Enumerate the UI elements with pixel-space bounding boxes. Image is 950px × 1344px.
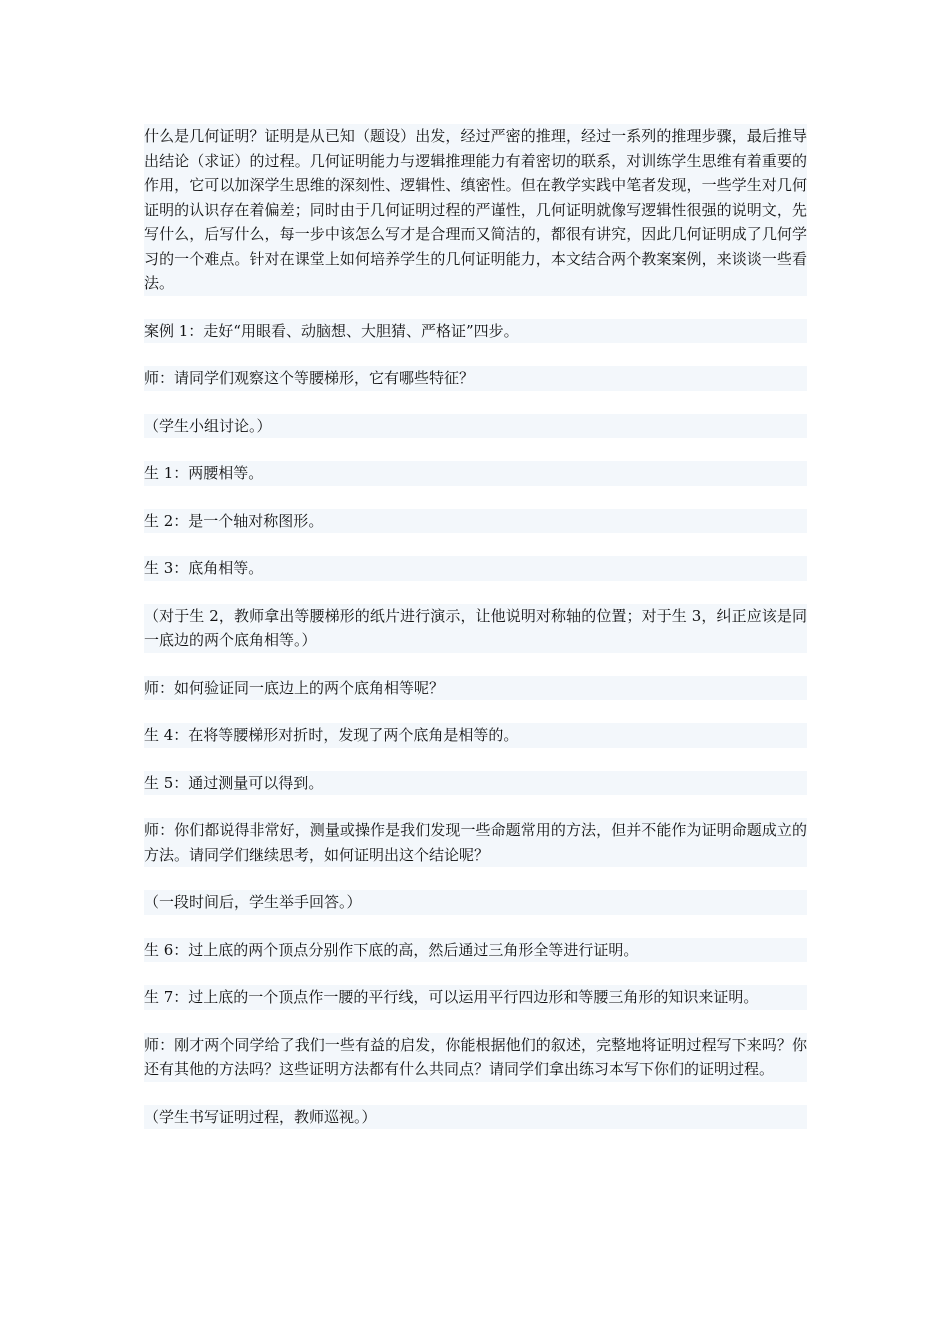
- document-body: [144, 124, 807, 1129]
- dialogue-line: 师：请同学们观察这个等腰梯形，它有哪些特征？: [144, 366, 807, 391]
- dialogue-line: 生 7：过上底的一个顶点作一腰的平行线，可以运用平行四边形和等腰三角形的知识来证明。: [144, 985, 807, 1010]
- stage-note: （学生小组讨论。）: [144, 414, 807, 439]
- dialogue-line: 生 3：底角相等。: [144, 556, 807, 581]
- stage-note: （学生书写证明过程，教师巡视。）: [144, 1105, 807, 1130]
- dialogue-line: 生 5：通过测量可以得到。: [144, 771, 807, 796]
- case-heading: 案例 1：走好“用眼看、动脑想、大胆猜、严格证”四步。: [144, 319, 807, 344]
- dialogue-line: 生 1：两腰相等。: [144, 461, 807, 486]
- dialogue-line: 生 2：是一个轴对称图形。: [144, 509, 807, 534]
- dialogue-line: 师：你们都说得非常好，测量或操作是我们发现一些命题常用的方法，但并不能作为证明命题成立的方法。请同学们继续思考，如何证明出这个结论呢？: [144, 818, 807, 867]
- dialogue-line: 生 6：过上底的两个顶点分别作下底的高，然后通过三角形全等进行证明。: [144, 938, 807, 963]
- dialogue-line: 师：如何验证同一底边上的两个底角相等呢？: [144, 676, 807, 701]
- stage-note: （对于生 2，教师拿出等腰梯形的纸片进行演示，让他说明对称轴的位置；对于生 3，纠正应该是同一底边的两个底角相等。）: [144, 604, 807, 653]
- stage-note: （一段时间后，学生举手回答。）: [144, 890, 807, 915]
- dialogue-line: 师：刚才两个同学给了我们一些有益的启发，你能根据他们的叙述，完整地将证明过程写下来吗？你还有其他的方法吗？这些证明方法都有什么共同点？请同学们拿出练习本写下你们的证明过程。: [144, 1033, 807, 1082]
- intro-paragraph: 什么是几何证明？证明是从已知（题设）出发，经过严密的推理，经过一系列的推理步骤，最后推导出结论（求证）的过程。几何证明能力与逻辑推理能力有着密切的联系，对训练学生思维有着重要的作用，它可以加深学生思维的深刻性、逻辑性、缜密性。但在教学实践中笔者发现，一些学生对几何证明的认识存在着偏差；同时由于几何证明过程的严谨性，几何证明就像写逻辑性很强的说明文，先写什么，后写什么，每一步中该怎么写才是合理而又简洁的，都很有讲究，因此几何证明成了几何学习的一个难点。针对在课堂上如何培养学生的几何证明能力，本文结合两个教案案例，来谈谈一些看法。: [144, 124, 807, 296]
- dialogue-line: 生 4：在将等腰梯形对折时，发现了两个底角是相等的。: [144, 723, 807, 748]
